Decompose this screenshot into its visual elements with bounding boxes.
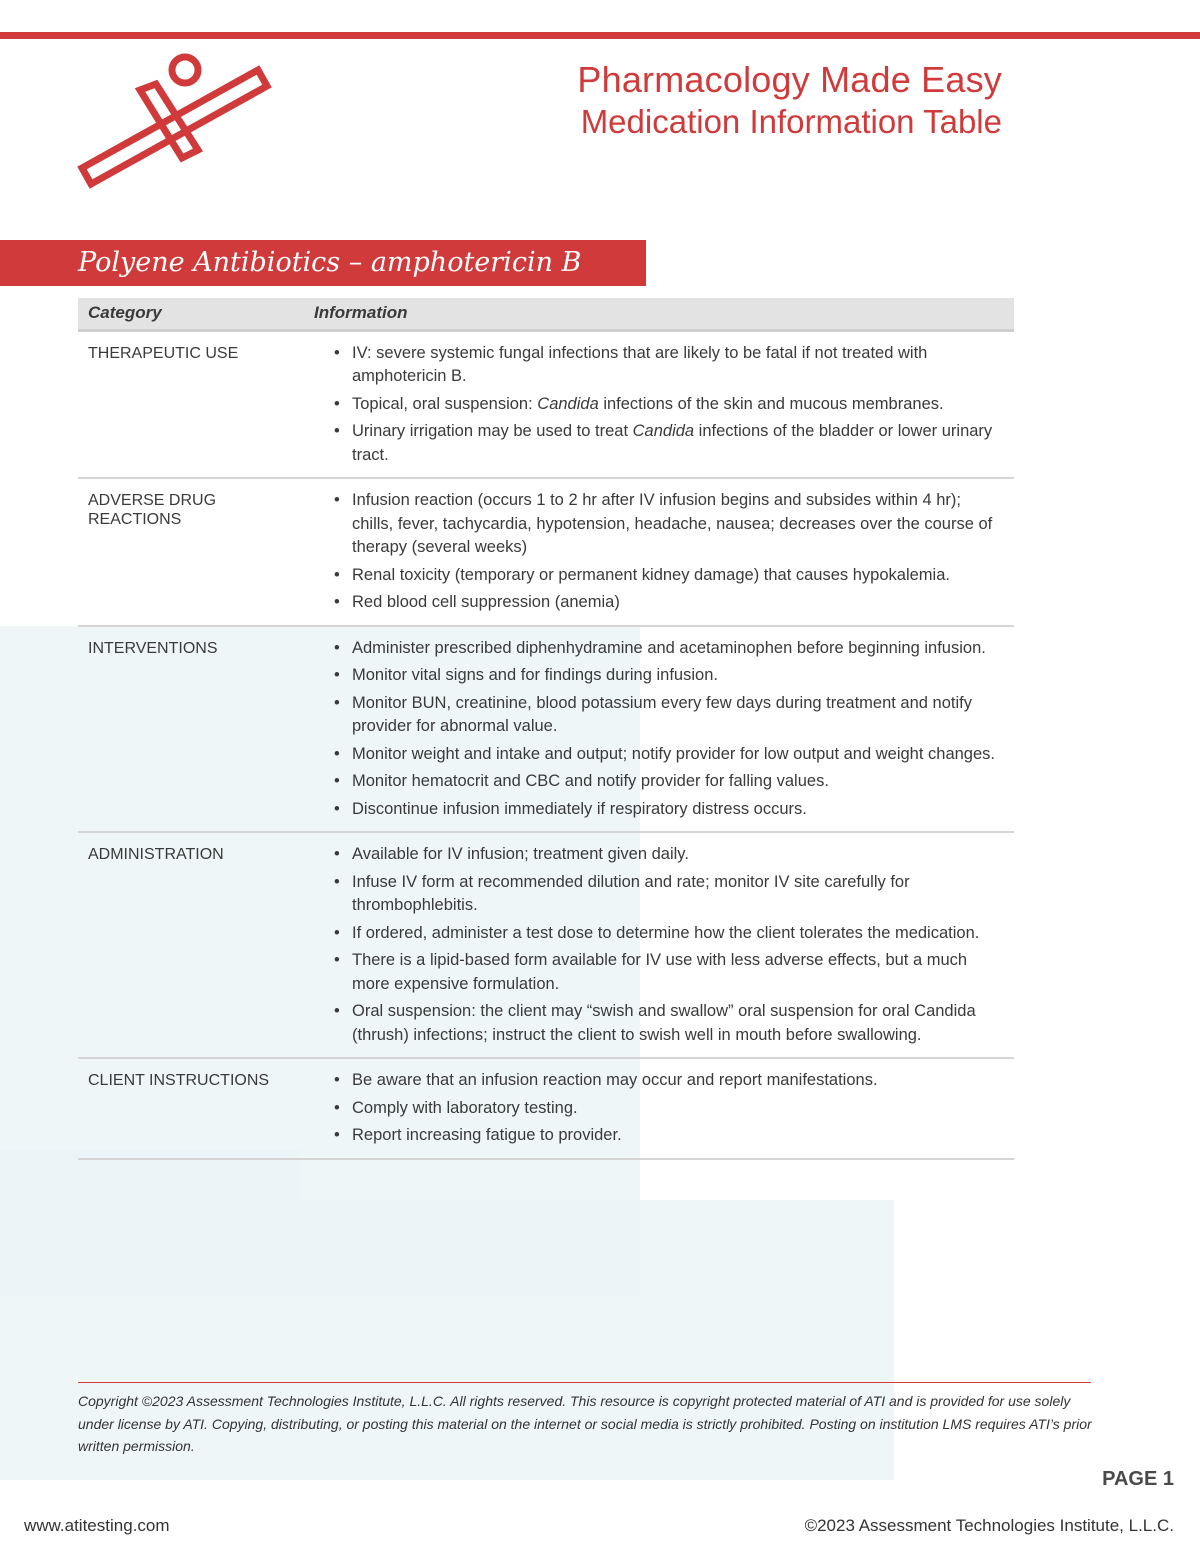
row-category: CLIENT INSTRUCTIONS: [78, 1058, 304, 1159]
list-item: • IV: severe systemic fungal infections that are likely to be fatal if not treated with amphotericin B.: [334, 342, 1004, 389]
column-header-information: Information: [304, 298, 1014, 330]
row-information: [304, 478, 1014, 626]
footer-divider: [78, 1382, 1091, 1383]
website-link[interactable]: www.atitesting.com: [24, 1516, 170, 1535]
table-row: [78, 832, 1014, 1058]
list-item: • Discontinue infusion immediately if respiratory distress occurs.: [334, 798, 1004, 822]
row-information: [304, 1058, 1014, 1159]
page-number: PAGE 1: [1102, 1468, 1174, 1490]
list-item: • Red blood cell suppression (anemia): [334, 591, 1004, 615]
row-information: [304, 626, 1014, 833]
list-item: • Administer prescribed diphenhydramine and acetaminophen before beginning infusion.: [334, 637, 1004, 661]
list-item: • Monitor weight and intake and output; notify provider for low output and weight changes.: [334, 743, 1004, 767]
row-information: [304, 832, 1014, 1058]
table-row: [78, 1058, 1014, 1159]
page-title: Pharmacology Made Easy: [577, 59, 1002, 100]
section-title: Polyene Antibiotics – amphotericin B: [78, 247, 582, 278]
header-title-block: [577, 58, 1002, 142]
row-category: ADVERSE DRUG REACTIONS: [78, 478, 304, 626]
table-row: [78, 330, 1014, 478]
copyright-notice: Copyright ©2023 Assessment Technologies Institute, L.L.C. All rights reserved. This resource is copyright protected material of ATI and is provided for use solely under license by ATI. Copying, distributing, or posting this material on the internet or social media is strictly prohibited. Posting on institution LMS requires ATI’s prior written permission.: [78, 1393, 1092, 1454]
table-row: [78, 626, 1014, 833]
list-item: • Renal toxicity (temporary or permanent kidney damage) that causes hypokalemia.: [334, 564, 1004, 588]
medication-table: [78, 298, 1014, 1160]
list-item: • Urinary irrigation may be used to treat Candida infections of the bladder or lower urinary tract.: [334, 420, 1004, 467]
row-category: INTERVENTIONS: [78, 626, 304, 833]
table-header-row: [78, 298, 1014, 330]
list-item: • There is a lipid-based form available for IV use with less adverse effects, but a much more expensive formulation.: [334, 949, 1004, 996]
top-accent-rule: [0, 32, 1200, 39]
list-item: • Monitor vital signs and for findings during infusion.: [334, 664, 1004, 688]
list-item: • Be aware that an infusion reaction may occur and report manifestations.: [334, 1069, 1004, 1093]
list-item: • Comply with laboratory testing.: [334, 1097, 1004, 1121]
list-item: • Oral suspension: the client may “swish and swallow” oral suspension for oral Candida (thrush) infections; instruct the client to swish well in mouth before swallowing.: [334, 1000, 1004, 1047]
page-subtitle: Medication Information Table: [580, 103, 1002, 140]
row-category: ADMINISTRATION: [78, 832, 304, 1058]
row-information: [304, 330, 1014, 478]
row-category: THERAPEUTIC USE: [78, 330, 304, 478]
list-item: • Topical, oral suspension: Candida infections of the skin and mucous membranes.: [334, 393, 1004, 417]
list-item: • If ordered, administer a test dose to determine how the client tolerates the medication.: [334, 922, 1004, 946]
list-item: • Report increasing fatigue to provider.: [334, 1124, 1004, 1148]
list-item: • Infusion reaction (occurs 1 to 2 hr after IV infusion begins and subsides within 4 hr); chills, fever, tachycardia, hypotension, headache, nausea; decreases over the course of therapy (several weeks): [334, 489, 1004, 560]
table-row: [78, 478, 1014, 626]
list-item: • Infuse IV form at recommended dilution and rate; monitor IV site carefully for thrombophlebitis.: [334, 871, 1004, 918]
company-copyright: ©2023 Assessment Technologies Institute, L.L.C.: [804, 1516, 1174, 1535]
ati-logo-icon: [70, 50, 280, 190]
column-header-category: Category: [78, 298, 304, 330]
list-item: • Available for IV infusion; treatment given daily.: [334, 843, 1004, 867]
list-item: • Monitor hematocrit and CBC and notify provider for falling values.: [334, 770, 1004, 794]
list-item: • Monitor BUN, creatinine, blood potassium every few days during treatment and notify provider for abnormal value.: [334, 692, 1004, 739]
